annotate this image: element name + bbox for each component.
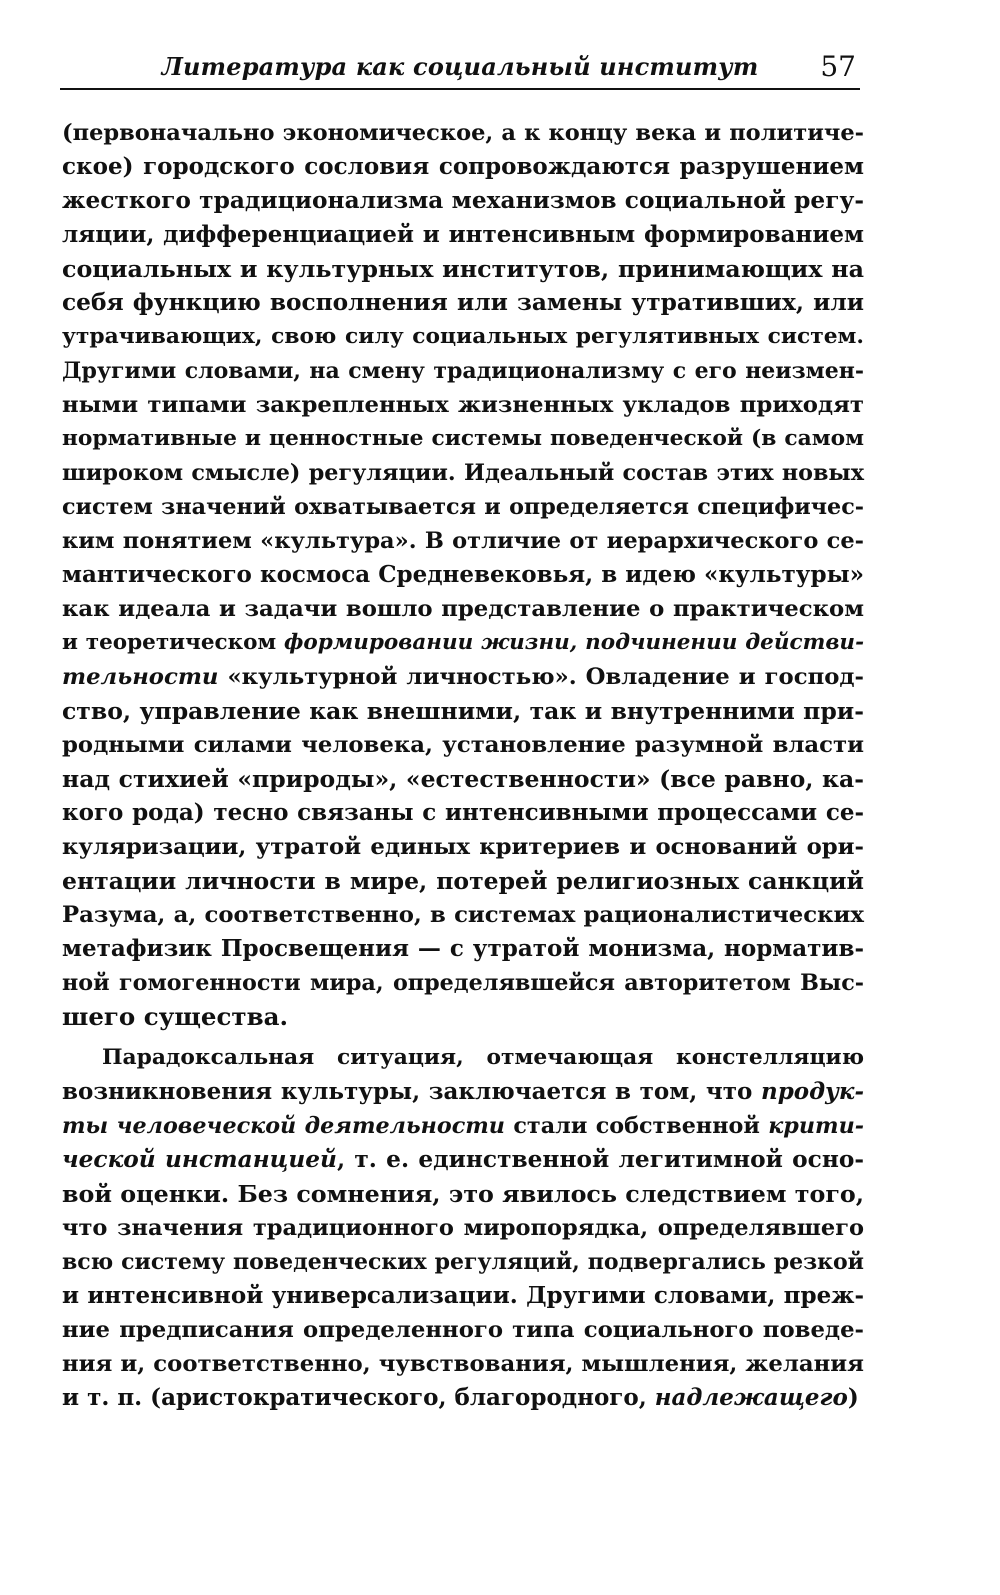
text-line (62, 1381, 864, 1415)
text-line (62, 1143, 864, 1177)
body-text (62, 116, 864, 1415)
text-line (62, 184, 864, 218)
paragraph (62, 116, 864, 1034)
text-segment: «культурной личностью». Овладение и господ- (218, 664, 864, 690)
text-segment: куляризации, утратой единых критериев и оснований ори- (62, 834, 864, 860)
text-segment: и теоретическом (62, 630, 285, 655)
text-segment: ние предписания определенного типа социального поведе- (62, 1317, 864, 1343)
text-line (62, 558, 864, 592)
italic-segment: надлежащего (654, 1384, 848, 1411)
text-line (62, 1109, 864, 1143)
header-rule (60, 88, 860, 90)
text-line (62, 354, 864, 388)
italic-segment: крити- (768, 1113, 864, 1139)
text-segment: себя функцию восполнения или замены утративших, или (62, 289, 864, 316)
text-segment: ной гомогенности мира, определявшейся авторитетом Выс- (62, 970, 864, 996)
text-segment: ляции, дифференциацией и интенсивным формированием (62, 221, 864, 248)
italic-segment: формировании жизни, подчинении действи- (284, 630, 864, 655)
text-segment: метафизик Просвещения — с утратой монизма, норматив- (62, 935, 864, 962)
text-segment: кого рода) тесно связаны с интенсивными процессами се- (62, 799, 864, 826)
text-line (62, 864, 864, 898)
text-line (62, 626, 864, 660)
text-line (62, 728, 864, 762)
text-line (62, 932, 864, 966)
text-line (62, 320, 864, 354)
text-segment: Разума, а, соответственно, в системах рационалистических (62, 902, 864, 928)
text-segment: всю систему поведенческих регуляций, подвергались резкой (62, 1249, 864, 1275)
text-segment: ентации личности в мире, потерей религиозных санкций (62, 867, 864, 895)
text-line (62, 1041, 864, 1075)
text-segment: ким понятием «культура». В отличие от иерархического се- (62, 528, 864, 554)
italic-segment: ческой инстанцией (62, 1146, 337, 1173)
text-line (62, 1245, 864, 1279)
text-segment: над стихией «природы», «естественности» (все равно, ка- (62, 765, 864, 793)
text-segment: жесткого традиционализма механизмов социальной регу- (62, 187, 864, 214)
text-segment: и т. п. (аристократического, благородного, (62, 1384, 655, 1411)
text-segment: как идеала и задачи вошло представление о практическом (62, 596, 864, 622)
text-segment: ское) городского сословия сопровождаются разрушением (62, 153, 864, 180)
text-line (62, 422, 864, 456)
text-line (62, 1313, 864, 1347)
text-line (62, 1279, 864, 1313)
text-line (62, 898, 864, 932)
text-line (62, 694, 864, 728)
text-segment: (первоначально экономическое, а к концу века и политиче- (62, 120, 864, 146)
text-line (62, 490, 864, 524)
text-segment: стали собственной (504, 1113, 769, 1139)
text-line (62, 1177, 864, 1211)
text-line (62, 762, 864, 796)
text-line (62, 592, 864, 626)
text-segment: шего существа. (62, 1002, 289, 1031)
text-segment: систем значений охватывается и определяется специфичес- (62, 494, 864, 520)
text-segment: Другими словами, на смену традиционализму с его неизмен- (62, 358, 864, 384)
text-segment: мантического космоса Средневековья, в идею «культуры» (62, 561, 864, 588)
page-number: 57 (820, 50, 856, 83)
text-segment: родными силами человека, установление разумной власти (62, 732, 864, 758)
text-line (62, 1075, 864, 1109)
text-line (62, 524, 864, 558)
text-segment: ство, управление как внешними, так и внутренними при- (62, 697, 864, 725)
text-line (62, 252, 864, 286)
text-segment: что значения традиционного миропорядка, определявшего (62, 1215, 864, 1241)
text-line (62, 660, 864, 694)
italic-segment: тельности (62, 664, 219, 690)
text-segment: Парадоксальная ситуация, отмечающая констелляцию (102, 1045, 864, 1070)
text-line (62, 966, 864, 1000)
page-header (60, 48, 860, 88)
text-segment: ) (847, 1384, 859, 1411)
text-line (62, 796, 864, 830)
text-line (62, 1000, 864, 1034)
text-line (62, 388, 864, 422)
text-line (62, 218, 864, 252)
text-line (62, 456, 864, 490)
running-title: Литература как социальный институт (161, 52, 759, 81)
text-segment: нормативные и ценностные системы поведенческой (в самом (62, 426, 864, 451)
text-segment: и интенсивной универсализации. Другими словами, преж- (62, 1282, 864, 1309)
text-segment: утрачивающих, свою силу социальных регулятивных систем. (62, 324, 864, 349)
text-line (62, 1211, 864, 1245)
text-segment: ными типами закрепленных жизненных укладов приходят (62, 392, 864, 418)
text-segment: социальных и культурных институтов, принимающих на (62, 255, 864, 283)
italic-segment: продук- (760, 1078, 864, 1105)
text-segment: , т. е. единственной легитимной осно- (336, 1146, 864, 1173)
text-segment: вой оценки. Без сомнения, это явилось следствием того, (62, 1180, 864, 1208)
text-line (62, 150, 864, 184)
text-line (62, 116, 864, 150)
text-line (62, 1347, 864, 1381)
text-segment: возникновения культуры, заключается в том, что (62, 1078, 761, 1105)
text-line (62, 830, 864, 864)
text-segment: ния и, соответственно, чувствования, мышления, желания (62, 1351, 864, 1377)
italic-segment: ты человеческой деятельности (62, 1113, 505, 1139)
paragraph (62, 1041, 864, 1415)
text-segment: широком смысле) регуляции. Идеальный состав этих новых (62, 460, 864, 486)
text-line (62, 286, 864, 320)
